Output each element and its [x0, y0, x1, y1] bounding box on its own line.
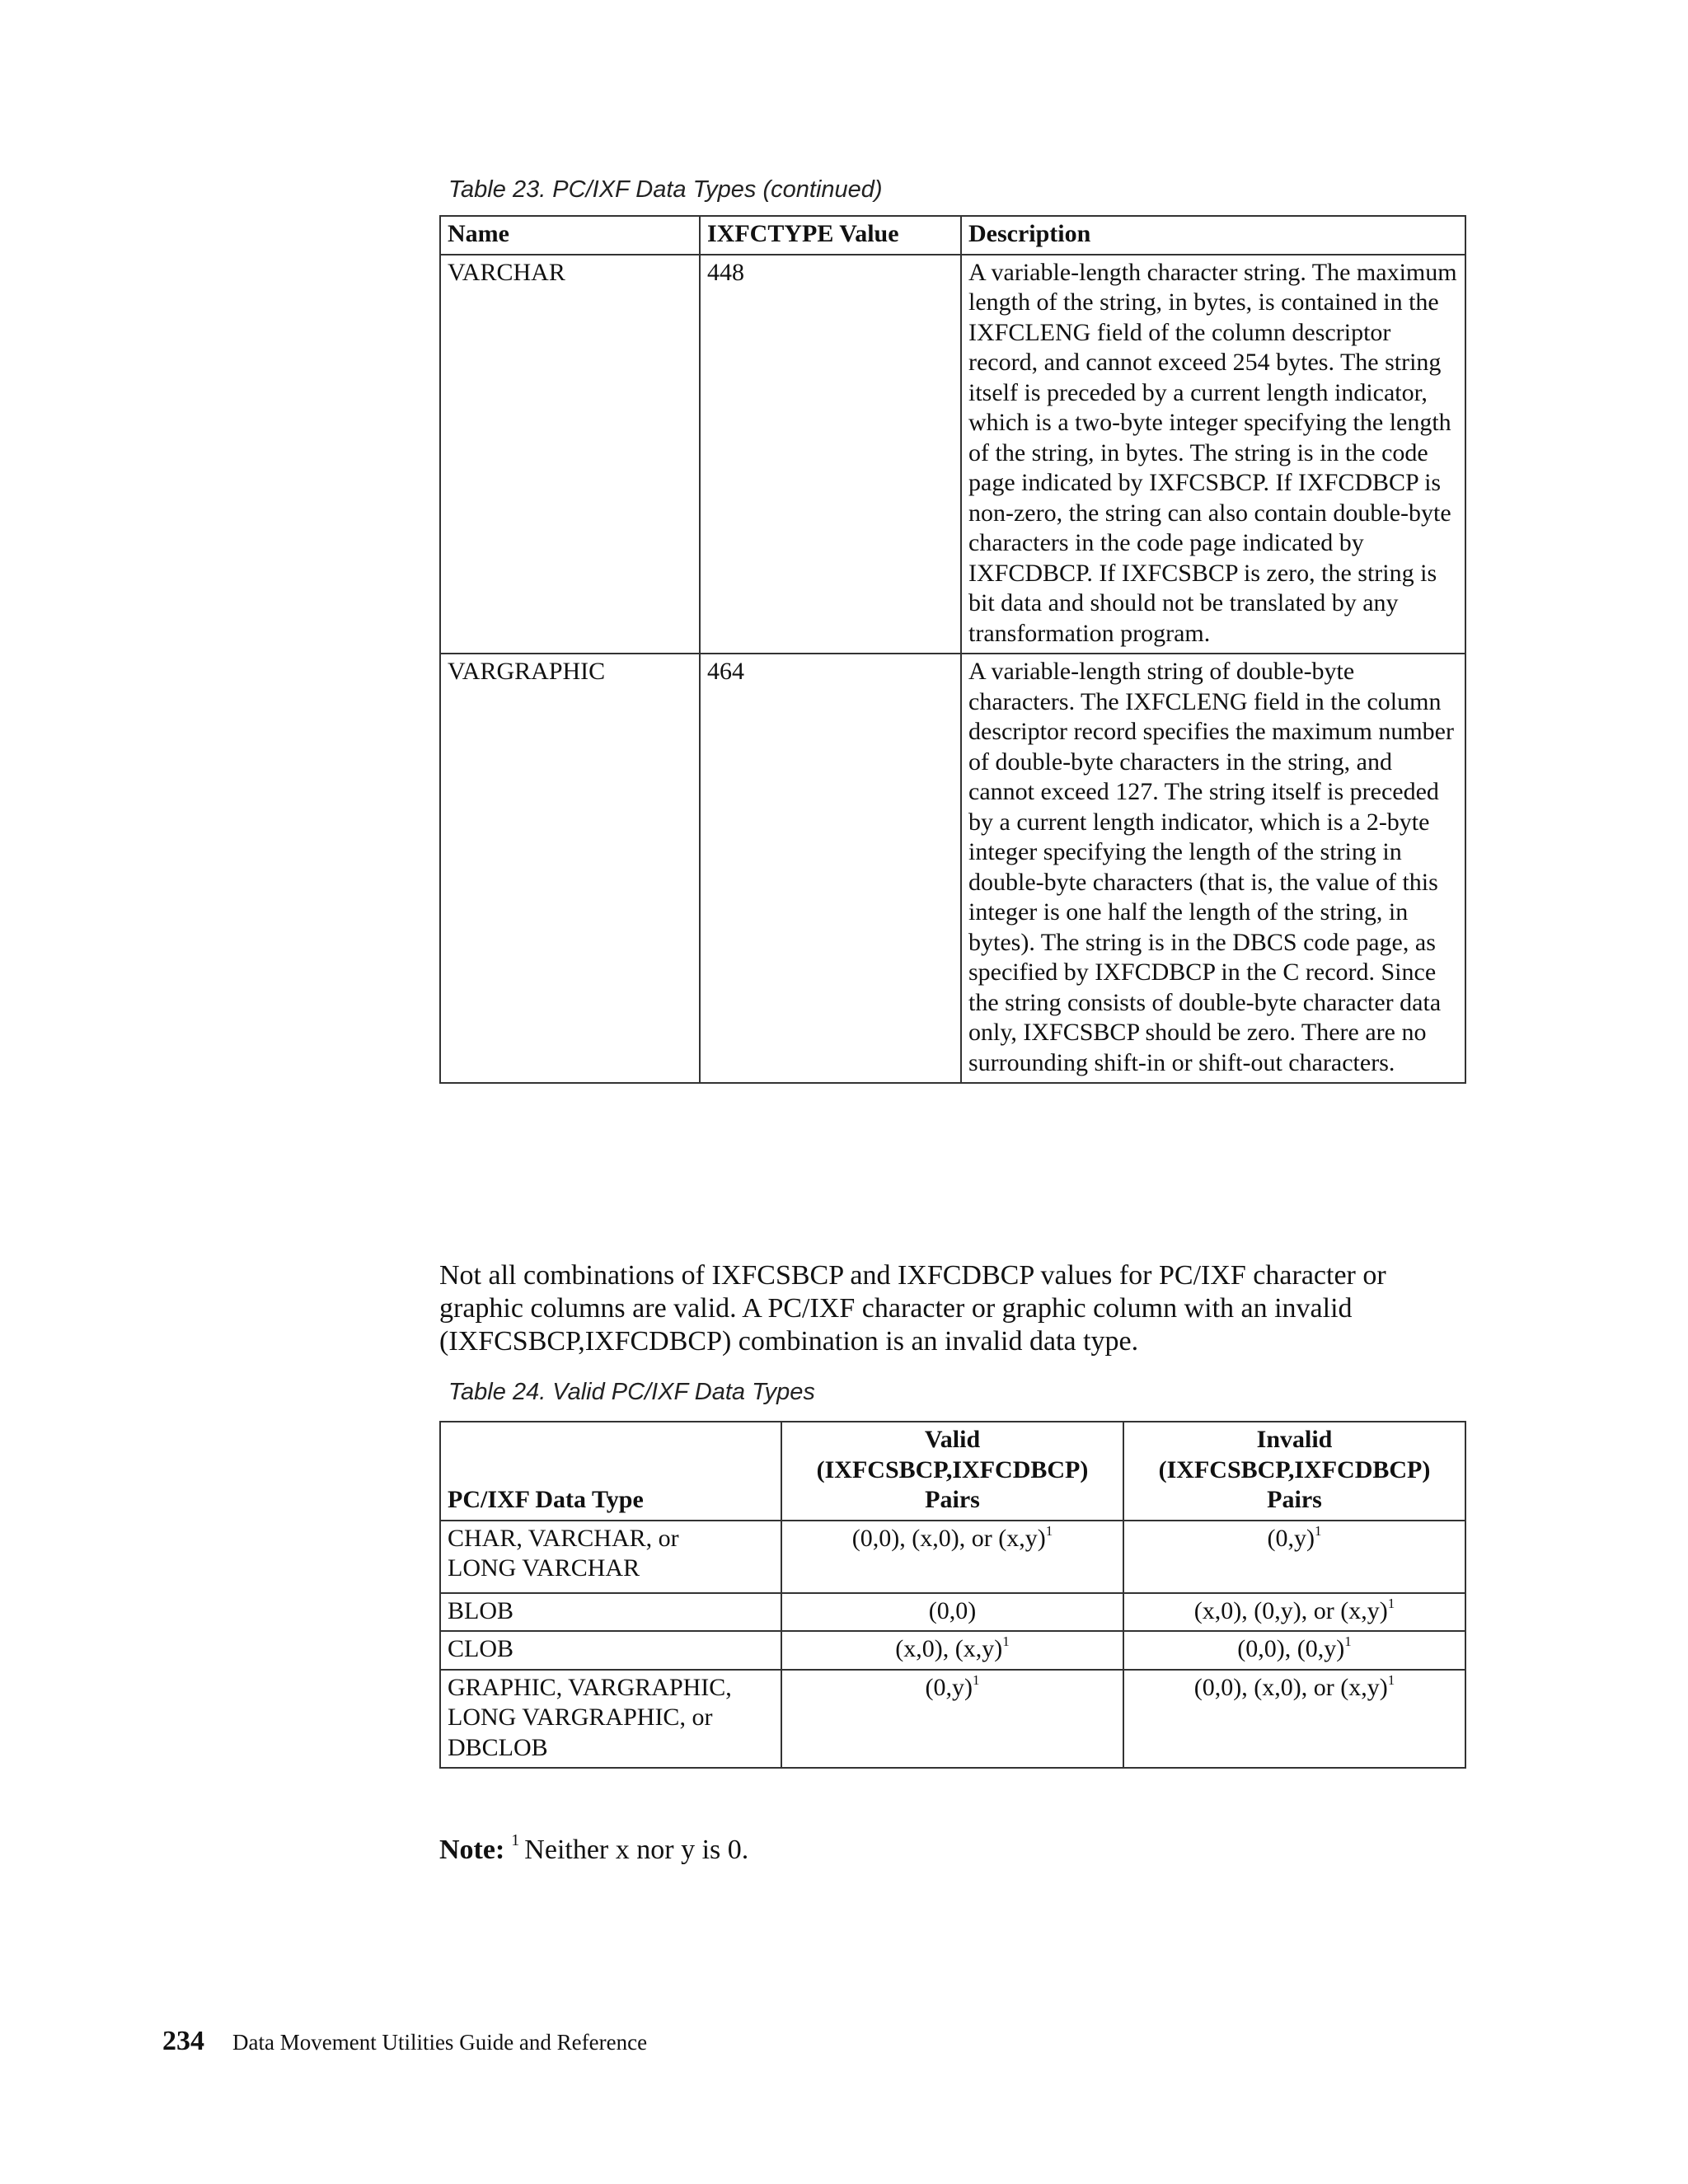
footnote-ref: 1: [1045, 1522, 1053, 1539]
header-line: Pairs: [1267, 1486, 1322, 1513]
header-description: Description: [961, 216, 1465, 255]
valid-pairs-cell: [781, 1521, 1123, 1593]
table-24-caption: Table 24. Valid PC/IXF Data Types: [448, 1379, 815, 1405]
type-description: A variable-length character string. The maximum length of the string, in bytes, is contained in the IXFCLENG field of the column descriptor record, and cannot exceed 254 bytes. The string itself is preceded by a current length indicator, which is a two-byte integer specifying the length of the string, in bytes. The string is in the code page indicated by IXFCSBCP. If IXFCDBCP is non-zero, the string can also contain double-byte characters in the code page indicated by IXFCDBCP. If IXFCSBCP is zero, the string is bit data and should not be translated by any transformation program.: [961, 255, 1465, 654]
cell-line: DBCLOB: [448, 1733, 548, 1761]
table-row: [440, 1593, 1465, 1632]
note-label: Note:: [439, 1835, 505, 1865]
footnote-ref: 1: [1387, 1595, 1395, 1611]
invalid-pairs-cell: [1123, 1593, 1465, 1632]
table-24: [439, 1421, 1466, 1769]
type-value: 448: [700, 255, 961, 654]
valid-pairs-cell: [781, 1631, 1123, 1670]
footnote-ref: 1: [972, 1671, 980, 1688]
book-title: Data Movement Utilities Guide and Reference: [232, 2030, 648, 2055]
footnote-marker: 1: [511, 1830, 520, 1849]
invalid-pairs-cell: [1123, 1521, 1465, 1593]
cell-line: GRAPHIC, VARGRAPHIC,: [448, 1673, 732, 1701]
cell-line: BLOB: [448, 1596, 514, 1624]
cell-line: CLOB: [448, 1635, 514, 1662]
valid-pairs-cell: [781, 1670, 1123, 1769]
valid-pairs: (0,0): [928, 1596, 977, 1624]
footnote-ref: 1: [1314, 1522, 1322, 1539]
invalid-pairs: (0,y): [1267, 1524, 1315, 1552]
note-text: Neither x nor y is 0.: [524, 1835, 749, 1865]
table-row: [440, 1670, 1465, 1769]
header-invalid-pairs: [1123, 1422, 1465, 1521]
body-paragraph: Not all combinations of IXFCSBCP and IXFCDBCP values for PC/IXF character or graphic columns are valid. A PC/IXF character or graphic column with an invalid (IXFCSBCP,IXFCDBCP) combination is an invalid data type.: [439, 1260, 1386, 1357]
data-type-cell: [440, 1521, 781, 1593]
valid-pairs-cell: [781, 1593, 1123, 1632]
type-name: VARCHAR: [440, 255, 700, 654]
cell-line: LONG VARCHAR: [448, 1554, 640, 1582]
header-valid-pairs: [781, 1422, 1123, 1521]
valid-pairs: (0,0), (x,0), or (x,y): [851, 1524, 1046, 1552]
table-header-row: [440, 1422, 1465, 1521]
invalid-pairs-cell: [1123, 1670, 1465, 1769]
data-type-cell: [440, 1593, 781, 1632]
footnote-ref: 1: [1387, 1671, 1395, 1688]
header-ixfctype-value: IXFCTYPE Value: [700, 216, 961, 255]
type-name: VARGRAPHIC: [440, 654, 700, 1083]
data-type-cell: [440, 1670, 781, 1769]
page-footer: [162, 2026, 647, 2057]
cell-line: LONG VARGRAPHIC, or: [448, 1704, 713, 1731]
type-description: A variable-length string of double-byte characters. The IXFCLENG field in the column descriptor record specifies the maximum number of double-byte characters in the string, and cannot exceed 127. The string itself is preceded by a current length indicator, which is a 2-byte integer specifying the length of the string in double-byte characters (that is, the value of this integer is one half the length of the string, in bytes). The string is in the DBCS code page, as specified by IXFCDBCP in the C record. Since the string consists of double-byte character data only, IXFCSBCP should be zero. There are no surrounding shift-in or shift-out characters.: [961, 654, 1465, 1083]
footnote-ref: 1: [1002, 1633, 1010, 1649]
table-row: [440, 1631, 1465, 1670]
header-line: Valid: [924, 1426, 981, 1453]
table-header-row: [440, 216, 1465, 255]
table-row: [440, 1521, 1465, 1593]
table-23: [439, 215, 1466, 1084]
data-type-cell: [440, 1631, 781, 1670]
invalid-pairs: (0,0), (0,y): [1237, 1635, 1345, 1662]
table-row: [440, 654, 1465, 1083]
footnote-ref: 1: [1344, 1633, 1352, 1649]
invalid-pairs: (x,0), (0,y), or (x,y): [1193, 1596, 1388, 1624]
header-line: Invalid: [1256, 1426, 1333, 1453]
header-data-type: PC/IXF Data Type: [440, 1422, 781, 1521]
valid-pairs: (x,0), (x,y): [895, 1635, 1003, 1662]
footnote: [439, 1830, 749, 1867]
invalid-pairs: (0,0), (x,0), or (x,y): [1193, 1673, 1388, 1701]
invalid-pairs-cell: [1123, 1631, 1465, 1670]
valid-pairs: (0,y): [925, 1673, 973, 1701]
header-line: Pairs: [925, 1486, 980, 1513]
table-23-caption: Table 23. PC/IXF Data Types (continued): [448, 176, 883, 203]
page-number: 234: [162, 2026, 204, 2056]
table-row: [440, 255, 1465, 654]
header-name: Name: [440, 216, 700, 255]
header-line: (IXFCSBCP,IXFCDBCP): [1158, 1455, 1431, 1483]
cell-line: CHAR, VARCHAR, or: [448, 1524, 679, 1552]
type-value: 464: [700, 654, 961, 1083]
header-line: (IXFCSBCP,IXFCDBCP): [816, 1455, 1089, 1483]
